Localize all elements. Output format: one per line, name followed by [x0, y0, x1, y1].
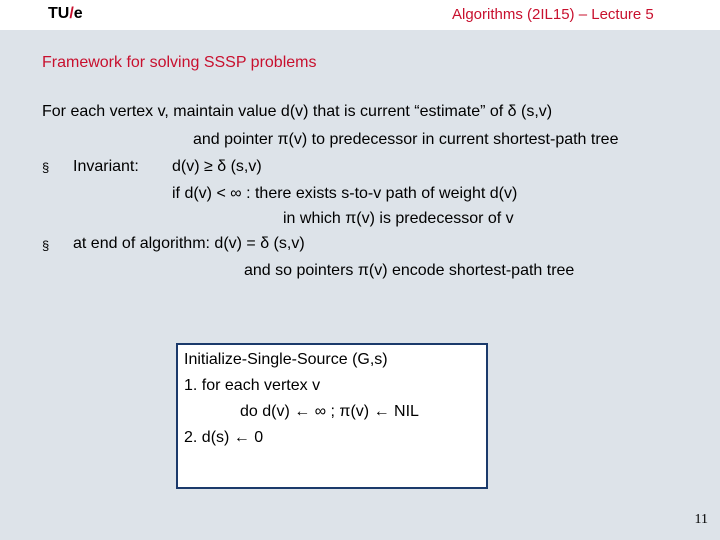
invariant-line-3: in which π(v) is predecessor of v	[283, 210, 514, 227]
invariant-line-2: if d(v) < ∞ : there exists s-to-v path of weight d(v)	[172, 185, 518, 202]
slide-content	[0, 30, 720, 540]
pseudocode-header: Initialize-Single-Source (G,s)	[184, 351, 388, 368]
brand-e: e	[73, 5, 83, 22]
end-line-2: and so pointers π(v) encode shortest-path tree	[244, 262, 575, 279]
invariant-line-1: d(v) ≥ δ (s,v)	[172, 158, 262, 175]
page-number: 11	[694, 512, 708, 527]
bullet-icon: §	[42, 160, 50, 175]
pseudocode-line-2: do d(v) ← ∞ ; π(v) ← NIL	[240, 403, 419, 420]
end-line-1: at end of algorithm: d(v) = δ (s,v)	[73, 235, 305, 252]
lecture-title: Algorithms (2IL15) – Lecture 5	[452, 6, 654, 23]
pseudocode-line-3: 2. d(s) ← 0	[184, 429, 264, 446]
brand-tu: TU	[48, 5, 70, 22]
brand-logo	[48, 5, 83, 23]
header-bar	[0, 0, 720, 30]
bullet-icon: §	[42, 238, 50, 253]
pseudocode-box	[176, 343, 488, 489]
brand-slash: /	[69, 5, 74, 22]
invariant-label: Invariant:	[73, 158, 139, 175]
slide-title: Framework for solving SSSP problems	[42, 54, 317, 71]
intro-line-2: and pointer π(v) to predecessor in current shortest-path tree	[193, 131, 619, 148]
intro-line-1: For each vertex v, maintain value d(v) that is current “estimate” of δ (s,v)	[42, 103, 553, 120]
pseudocode-line-1: 1. for each vertex v	[184, 377, 321, 394]
